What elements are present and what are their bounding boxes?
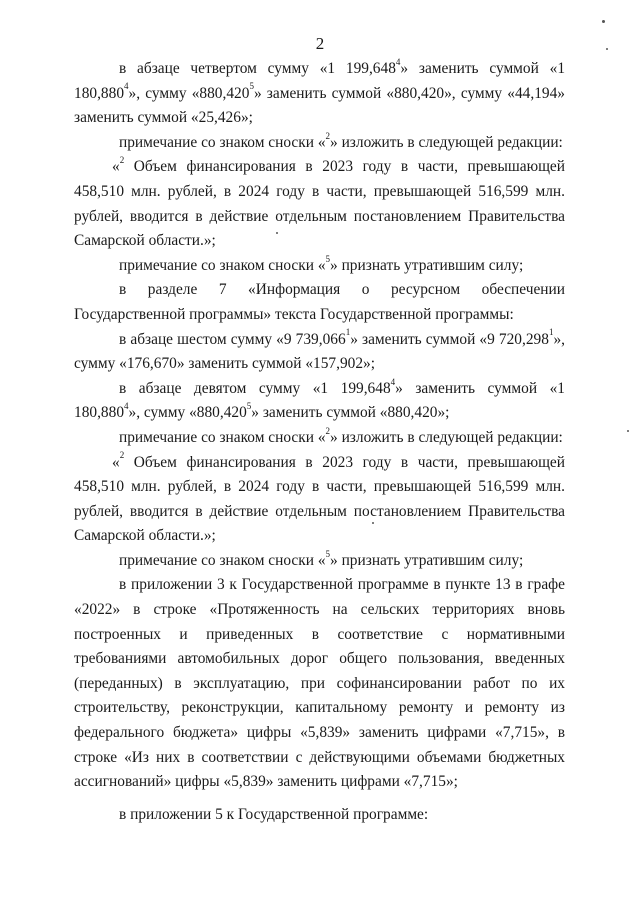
page-number: 2 [315, 34, 325, 53]
footnote-marker: 5 [249, 81, 254, 92]
text-run: в разделе 7 «Информация о ресурсном обеспечении Государственной программы» текста Государственной программы: [74, 281, 565, 323]
scan-speck [602, 20, 605, 23]
text-run: » признать утратившим силу; [330, 551, 524, 569]
text-run: », сумму «880,420 [128, 84, 250, 102]
paragraph-1 [74, 57, 565, 131]
scan-speck [606, 48, 608, 50]
text-run: в абзаце четвертом сумму «1 199,648 [119, 60, 396, 77]
text-run: « [112, 453, 120, 471]
scan-speck [627, 430, 629, 432]
text-run: примечание со знаком сноски « [119, 256, 326, 274]
paragraph-12 [74, 803, 565, 828]
paragraph-5 [74, 278, 565, 327]
text-run: » заменить суммой «1 180,880 [74, 379, 565, 422]
text-run: » заменить суммой «880,420», сумму «44,194» заменить суммой «25,426»; [74, 84, 565, 127]
text-run: » заменить суммой «1 180,880 [74, 60, 566, 102]
text-run: », сумму «880,420 [128, 404, 247, 422]
footnote-marker: 4 [124, 401, 129, 412]
footnote-marker: 2 [119, 450, 125, 461]
paragraph-8 [74, 426, 565, 451]
document-body [74, 57, 565, 827]
paragraph-9 [74, 451, 565, 549]
paragraph-6 [74, 328, 565, 377]
paragraph-7 [74, 377, 565, 426]
footnote-marker: 4 [390, 376, 396, 387]
text-run: в приложении 5 к Государственной программе: [119, 805, 429, 823]
footnote-marker: 1 [548, 327, 554, 338]
text-run: примечание со знаком сноски « [119, 551, 326, 569]
text-run: в приложении 3 к Государственной программе в пункте 13 в графе «2022» в строке «Протяженность на сельских территориях вновь построенных и приведенных в соответствие с нормативными требованиями автомобильных дорог общего пользования, введенных (переданных) в эксплуатацию, при софинансировании работ по их строительству, реконструкции, капитальному ремонту и ремонту из федерального бюджета» цифры «5,839» заменить цифрами «7,715», в строке «Из них в соответствии с действующими объемами бюджетных ассигнований» цифры «5,839» заменить цифрами «7,715»; [74, 576, 565, 791]
text-run: » признать утратившим силу; [330, 256, 524, 274]
paragraph-10 [74, 549, 565, 574]
text-run: « [112, 158, 120, 176]
paragraph-11 [74, 573, 565, 794]
footnote-marker: 4 [395, 56, 401, 67]
footnote-marker: 2 [325, 130, 331, 141]
scan-speck [372, 522, 374, 524]
text-run: Объем финансирования в 2023 году в части, превышающей 458,510 млн. рублей, в 2024 году в части, превышающей 516,599 млн. рублей, вводится в действие отдельным постановлением Правительства Самарской области.»; [74, 453, 565, 545]
text-run: » изложить в следующей редакции: [330, 428, 563, 446]
footnote-marker: 2 [325, 425, 331, 436]
footnote-marker: 2 [119, 155, 125, 166]
paragraph-3 [74, 155, 565, 253]
paragraph-2 [74, 131, 565, 156]
text-run: », сумму «176,670» заменить суммой «157,902»; [74, 330, 565, 373]
footnote-marker: 5 [325, 253, 331, 264]
text-run: примечание со знаком сноски « [119, 133, 326, 151]
text-run: » изложить в следующей редакции: [330, 133, 563, 151]
text-run: в абзаце шестом сумму «9 739,066 [119, 330, 346, 348]
scan-speck [276, 232, 278, 234]
text-run: Объем финансирования в 2023 году в части, превышающей 458,510 млн. рублей, в 2024 году в части, превышающей 516,599 млн. рублей, вводится в действие отдельным постановлением Правительства Самарской области.»; [74, 158, 565, 250]
paragraph-4 [74, 254, 565, 279]
text-run: в абзаце девятом сумму «1 199,648 [119, 379, 391, 397]
footnote-marker: 4 [124, 81, 129, 92]
footnote-marker: 5 [325, 548, 331, 559]
footnote-marker: 1 [345, 327, 351, 338]
text-run: » заменить суммой «880,420»; [251, 404, 450, 422]
footnote-marker: 5 [246, 401, 252, 412]
text-run: » заменить суммой «9 720,298 [350, 330, 549, 348]
text-run: примечание со знаком сноски « [119, 428, 326, 446]
